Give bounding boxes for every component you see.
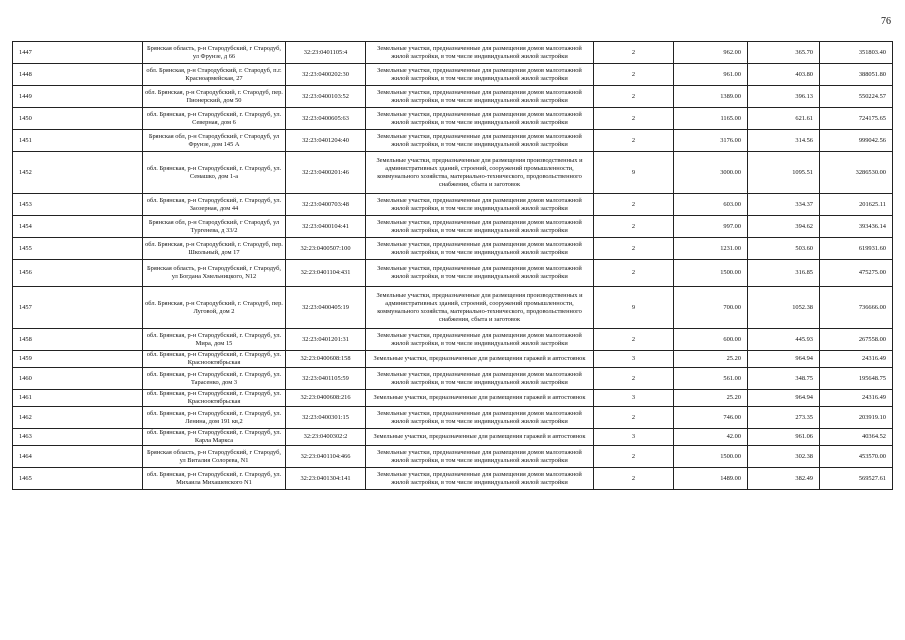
cell-group: 2	[594, 194, 674, 216]
cell-cadastral-number: 32:23:0401104:431	[286, 260, 366, 287]
cell-address: обл. Брянская, р-н Стародубский, г. Стародуб, ул. Краснооктябрьская	[143, 351, 286, 368]
table-row	[13, 216, 893, 238]
table-row	[13, 108, 893, 130]
cell-cadastral-value: 40364.52	[820, 429, 893, 446]
cell-address: обл. Брянская, р-н Стародубский, г. Стародуб, ул. Мира, дом 15	[143, 329, 286, 351]
cell-address: обл. Брянская, р-н Стародубский, г. Стародуб, ул. Северная, дом 6	[143, 108, 286, 130]
cell-land-use: Земельные участки, предназначенные для размещения домов малоэтажной жилой застройки, в том числе индивидуальной жилой застройки	[366, 86, 594, 108]
cell-row-number: 1456	[13, 260, 143, 287]
table-row	[13, 446, 893, 468]
cell-cadastral-number: 32:23:0401201:31	[286, 329, 366, 351]
cell-cadastral-number: 32:23:0400405:19	[286, 287, 366, 329]
cell-group: 9	[594, 287, 674, 329]
cell-address: обл. Брянская, р-н Стародубский, г. Стародуб, п.г. Красноармейская, 27	[143, 64, 286, 86]
cell-land-use: Земельные участки, предназначенные для размещения производственных и административных зданий, строений, сооружений промышленности, коммунального хозяйства, материально-технического, продовольственного снабжения, сбыта и заготовок	[366, 152, 594, 194]
cell-rate: 334.37	[748, 194, 820, 216]
cell-area: 961.00	[674, 64, 748, 86]
cell-cadastral-value: 3286530.00	[820, 152, 893, 194]
cell-cadastral-number: 32:23:0401104:466	[286, 446, 366, 468]
table-row	[13, 194, 893, 216]
cell-land-use: Земельные участки, предназначенные для размещения домов малоэтажной жилой застройки, в том числе индивидуальной жилой застройки	[366, 468, 594, 490]
cell-land-use: Земельные участки, предназначенные для размещения гаражей и автостоянок	[366, 351, 594, 368]
table-row	[13, 64, 893, 86]
cell-rate: 403.80	[748, 64, 820, 86]
cell-row-number: 1460	[13, 368, 143, 390]
cell-rate: 316.85	[748, 260, 820, 287]
cell-cadastral-number: 32:23:0401105:4	[286, 42, 366, 64]
cell-row-number: 1465	[13, 468, 143, 490]
cell-cadastral-number: 32:23:0401204:40	[286, 130, 366, 152]
cell-group: 2	[594, 238, 674, 260]
cell-cadastral-number: 32:23:0400507:100	[286, 238, 366, 260]
cell-land-use: Земельные участки, предназначенные для размещения домов малоэтажной жилой застройки, в том числе индивидуальной жилой застройки	[366, 238, 594, 260]
cell-address: обл. Брянская, р-н Стародубский, г. Стародуб, пер. Луговой, дом 2	[143, 287, 286, 329]
cell-cadastral-value: 453570.00	[820, 446, 893, 468]
cell-row-number: 1463	[13, 429, 143, 446]
cell-rate: 503.60	[748, 238, 820, 260]
cell-group: 2	[594, 64, 674, 86]
cell-row-number: 1462	[13, 407, 143, 429]
table-row	[13, 429, 893, 446]
cell-group: 3	[594, 390, 674, 407]
cell-land-use: Земельные участки, предназначенные для размещения домов малоэтажной жилой застройки, в том числе индивидуальной жилой застройки	[366, 216, 594, 238]
cell-address: Брянская область, р-н Стародубский, г Стародуб, ул Фрунзе, д 66	[143, 42, 286, 64]
cell-address: Брянская область, р-н Стародубский, г Стародуб, ул Богдана Хмельницкого, N12	[143, 260, 286, 287]
cell-cadastral-number: 32:23:0400202:30	[286, 64, 366, 86]
cell-area: 3176.00	[674, 130, 748, 152]
cell-area: 42.00	[674, 429, 748, 446]
cell-cadastral-value: 736666.00	[820, 287, 893, 329]
cell-row-number: 1447	[13, 42, 143, 64]
cell-land-use: Земельные участки, предназначенные для размещения домов малоэтажной жилой застройки, в том числе индивидуальной жилой застройки	[366, 108, 594, 130]
cell-group: 2	[594, 216, 674, 238]
cell-rate: 394.62	[748, 216, 820, 238]
cell-address: обл. Брянская, р-н Стародубский, г. Стародуб, ул. Тарасенко, дом 3	[143, 368, 286, 390]
cell-land-use: Земельные участки, предназначенные для размещения гаражей и автостоянок	[366, 429, 594, 446]
cell-cadastral-value: 203919.10	[820, 407, 893, 429]
cell-land-use: Земельные участки, предназначенные для размещения домов малоэтажной жилой застройки, в том числе индивидуальной жилой застройки	[366, 260, 594, 287]
cell-rate: 961.06	[748, 429, 820, 446]
cell-land-use: Земельные участки, предназначенные для размещения домов малоэтажной жилой застройки, в том числе индивидуальной жилой застройки	[366, 407, 594, 429]
cell-cadastral-value: 550224.57	[820, 86, 893, 108]
table-body	[13, 42, 893, 490]
cell-rate: 314.56	[748, 130, 820, 152]
cell-cadastral-number: 32:23:0400104:41	[286, 216, 366, 238]
cell-rate: 964.94	[748, 351, 820, 368]
cell-address: обл. Брянская, р-н Стародубский, г. Стародуб, пер. Школьный, дом 17	[143, 238, 286, 260]
cell-row-number: 1455	[13, 238, 143, 260]
land-plots-table	[12, 41, 893, 490]
cell-land-use: Земельные участки, предназначенные для размещения домов малоэтажной жилой застройки, в том числе индивидуальной жилой застройки	[366, 194, 594, 216]
cell-cadastral-value: 388051.80	[820, 64, 893, 86]
cell-row-number: 1461	[13, 390, 143, 407]
cell-row-number: 1451	[13, 130, 143, 152]
cell-cadastral-number: 32:23:0401304:141	[286, 468, 366, 490]
cell-rate: 396.13	[748, 86, 820, 108]
cell-cadastral-number: 32:23:0400605:63	[286, 108, 366, 130]
cell-group: 2	[594, 108, 674, 130]
cell-row-number: 1459	[13, 351, 143, 368]
cell-cadastral-value: 393436.14	[820, 216, 893, 238]
cell-address: обл. Брянская, р-н Стародубский, г. Стародуб, ул. Карла Маркса	[143, 429, 286, 446]
cell-area: 561.00	[674, 368, 748, 390]
cell-group: 2	[594, 86, 674, 108]
cell-cadastral-value: 619931.60	[820, 238, 893, 260]
cell-group: 2	[594, 446, 674, 468]
cell-area: 1231.00	[674, 238, 748, 260]
cell-group: 2	[594, 130, 674, 152]
cell-rate: 365.70	[748, 42, 820, 64]
cell-area: 962.00	[674, 42, 748, 64]
cell-row-number: 1450	[13, 108, 143, 130]
cell-group: 2	[594, 368, 674, 390]
cell-area: 25.20	[674, 390, 748, 407]
cell-area: 600.00	[674, 329, 748, 351]
cell-cadastral-number: 32:23:0400103:52	[286, 86, 366, 108]
cell-rate: 302.38	[748, 446, 820, 468]
cell-group: 3	[594, 351, 674, 368]
cell-row-number: 1448	[13, 64, 143, 86]
cell-area: 746.00	[674, 407, 748, 429]
cell-cadastral-number: 32:23:0400608:216	[286, 390, 366, 407]
cell-group: 9	[594, 152, 674, 194]
table-row	[13, 468, 893, 490]
cell-row-number: 1449	[13, 86, 143, 108]
cell-rate: 273.35	[748, 407, 820, 429]
table-row	[13, 42, 893, 64]
cell-cadastral-value: 999042.56	[820, 130, 893, 152]
cell-cadastral-value: 195648.75	[820, 368, 893, 390]
cell-address: обл. Брянская, р-н Стародубский, г. Стародуб, ул. Семашко, дом 1-а	[143, 152, 286, 194]
cell-group: 2	[594, 468, 674, 490]
cell-area: 3000.00	[674, 152, 748, 194]
cell-cadastral-number: 32:23:0401105:59	[286, 368, 366, 390]
cell-group: 2	[594, 407, 674, 429]
cell-rate: 348.75	[748, 368, 820, 390]
cell-cadastral-value: 24316.49	[820, 351, 893, 368]
cell-cadastral-value: 201625.11	[820, 194, 893, 216]
cell-land-use: Земельные участки, предназначенные для размещения домов малоэтажной жилой застройки, в том числе индивидуальной жилой застройки	[366, 42, 594, 64]
cell-cadastral-number: 32:23:0400302:2	[286, 429, 366, 446]
table-row	[13, 407, 893, 429]
cell-area: 1389.00	[674, 86, 748, 108]
table-row	[13, 287, 893, 329]
cell-cadastral-value: 724175.65	[820, 108, 893, 130]
table-row	[13, 238, 893, 260]
cell-row-number: 1458	[13, 329, 143, 351]
cell-land-use: Земельные участки, предназначенные для размещения домов малоэтажной жилой застройки, в том числе индивидуальной жилой застройки	[366, 130, 594, 152]
table-row	[13, 152, 893, 194]
cell-land-use: Земельные участки, предназначенные для размещения домов малоэтажной жилой застройки, в том числе индивидуальной жилой застройки	[366, 64, 594, 86]
cell-area: 997.00	[674, 216, 748, 238]
cell-rate: 621.61	[748, 108, 820, 130]
cell-area: 1500.00	[674, 260, 748, 287]
cell-address: обл. Брянская, р-н Стародубский, г. Стародуб, ул. Ленина, дом 191 кв,2	[143, 407, 286, 429]
cell-address: Брянская область, р-н Стародубский, г Стародуб, ул Виталия Солорева, N1	[143, 446, 286, 468]
cell-row-number: 1454	[13, 216, 143, 238]
cell-cadastral-value: 267558.00	[820, 329, 893, 351]
cell-group: 2	[594, 329, 674, 351]
cell-cadastral-value: 475275.00	[820, 260, 893, 287]
table-row	[13, 390, 893, 407]
cell-address: Брянская обл, р-н Стародубский, г Стародуб, ул Тургенева, д 33/2	[143, 216, 286, 238]
cell-cadastral-value: 24316.49	[820, 390, 893, 407]
cell-area: 603.00	[674, 194, 748, 216]
cell-land-use: Земельные участки, предназначенные для размещения производственных и административных зданий, строений, сооружений промышленности, коммунального хозяйства, материально-технического, продовольственного снабжения, сбыта и заготовок	[366, 287, 594, 329]
cell-rate: 1052.38	[748, 287, 820, 329]
cell-cadastral-value: 569527.61	[820, 468, 893, 490]
cell-rate: 382.49	[748, 468, 820, 490]
cell-rate: 1095.51	[748, 152, 820, 194]
cell-address: обл. Брянская, р-н Стародубский, г. Стародуб, ул. Краснооктябрьская	[143, 390, 286, 407]
cell-land-use: Земельные участки, предназначенные для размещения домов малоэтажной жилой застройки, в том числе индивидуальной жилой застройки	[366, 368, 594, 390]
cell-cadastral-number: 32:23:0400201:46	[286, 152, 366, 194]
cell-land-use: Земельные участки, предназначенные для размещения домов малоэтажной жилой застройки, в том числе индивидуальной жилой застройки	[366, 329, 594, 351]
cell-cadastral-number: 32:23:0400703:48	[286, 194, 366, 216]
table-row	[13, 86, 893, 108]
cell-group: 2	[594, 42, 674, 64]
table-row	[13, 368, 893, 390]
cell-address: обл. Брянская, р-н Стародубский, г. Стародуб, ул. Михаила Михашевского N1	[143, 468, 286, 490]
cell-address: обл. Брянская, р-н Стародубский, г. Стародуб, ул. Заозерная, дом 44	[143, 194, 286, 216]
cell-row-number: 1453	[13, 194, 143, 216]
cell-rate: 445.93	[748, 329, 820, 351]
cell-area: 1500.00	[674, 446, 748, 468]
cell-address: обл. Брянская, р-н Стародубский, г. Стародуб, пер. Пионерский, дом 50	[143, 86, 286, 108]
cell-area: 700.00	[674, 287, 748, 329]
table-row	[13, 351, 893, 368]
cell-cadastral-number: 32:23:0400608:158	[286, 351, 366, 368]
cell-cadastral-number: 32:23:0400301:15	[286, 407, 366, 429]
cell-land-use: Земельные участки, предназначенные для размещения домов малоэтажной жилой застройки, в том числе индивидуальной жилой застройки	[366, 446, 594, 468]
cell-rate: 964.94	[748, 390, 820, 407]
cell-group: 3	[594, 429, 674, 446]
cell-address: Брянская обл, р-н Стародубский, г Стародуб, ул Фрунзе, дом 145 А	[143, 130, 286, 152]
cell-row-number: 1452	[13, 152, 143, 194]
page-number: 76	[881, 16, 891, 27]
table-row	[13, 260, 893, 287]
table-row	[13, 329, 893, 351]
cell-row-number: 1457	[13, 287, 143, 329]
cell-land-use: Земельные участки, предназначенные для размещения гаражей и автостоянок	[366, 390, 594, 407]
cell-group: 2	[594, 260, 674, 287]
cell-area: 1165.00	[674, 108, 748, 130]
table-row	[13, 130, 893, 152]
cell-cadastral-value: 351803.40	[820, 42, 893, 64]
cell-row-number: 1464	[13, 446, 143, 468]
cell-area: 25.20	[674, 351, 748, 368]
cell-area: 1489.00	[674, 468, 748, 490]
